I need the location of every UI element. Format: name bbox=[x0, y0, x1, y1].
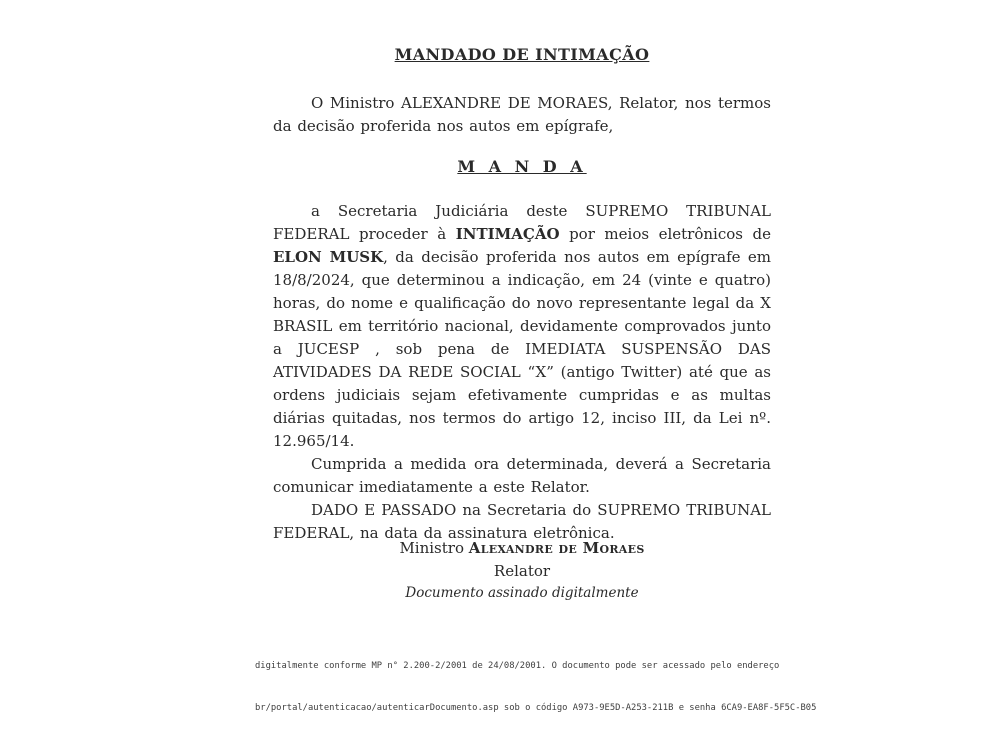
authentication-footer bbox=[255, 631, 816, 743]
intimacao-bold-text: INTIMAÇÃO bbox=[455, 225, 560, 243]
signature-block bbox=[273, 537, 771, 604]
order-text-run: por meios eletrônicos de bbox=[559, 225, 771, 243]
order-text-run: , da decisão proferida nos autos em epígrafe em 18/8/2024, que determinou a indicação, em 24 (vinte e quatro) horas, do nome e qualificação do novo representante legal da X BRASIL em território nacional, devidamente comprovados junto a JUCESP , sob pena de IMEDIATA SUSPENSÃO DAS ATIVIDADES DA REDE SOCIAL “X” (antigo Twitter) até que as ordens judiciais sejam efetivamente cumpridas e as multas diárias quitadas, nos termos do artigo 12, inciso III, da Lei nº. 12.965/14. bbox=[273, 248, 771, 450]
manda-heading: M A N D A bbox=[457, 157, 587, 176]
footer-line-1: digitalmente conforme MP n° 2.200-2/2001 de 24/08/2001. O documento pode ser acessado pelo endereço bbox=[255, 661, 780, 671]
order-body bbox=[273, 200, 771, 545]
compliance-paragraph: Cumprida a medida ora determinada, deverá a Secretaria comunicar imediatamente a este Relator. bbox=[273, 455, 771, 496]
digital-signature-note: Documento assinado digitalmente bbox=[405, 585, 639, 601]
signature-minister-line bbox=[273, 537, 771, 560]
document-title: MANDADO DE INTIMAÇÃO bbox=[394, 45, 650, 64]
footer-line-2: br/portal/autenticacao/autenticarDocumento.asp sob o código A973-9E5D-A253-211B e senha 6CA9-EA8F-5F5C-B05 bbox=[255, 703, 817, 713]
signature-role: Relator bbox=[493, 562, 551, 580]
elon-musk-bold-text: ELON MUSK bbox=[273, 248, 384, 266]
order-paragraph bbox=[273, 200, 771, 453]
minister-name: Alexandre de Moraes bbox=[468, 539, 645, 557]
minister-prefix: Ministro bbox=[399, 539, 469, 557]
intro-paragraph: O Ministro ALEXANDRE DE MORAES, Relator, nos termos da decisão proferida nos autos em epígrafe, bbox=[273, 94, 771, 135]
document-text-block bbox=[273, 0, 771, 667]
order-text-run: a Secretaria Judiciária deste SUPREMO TRIBUNAL FEDERAL proceder à bbox=[273, 202, 771, 243]
issued-paragraph: DADO E PASSADO na Secretaria do SUPREMO TRIBUNAL FEDERAL, na data da assinatura eletrônica. bbox=[273, 501, 771, 542]
